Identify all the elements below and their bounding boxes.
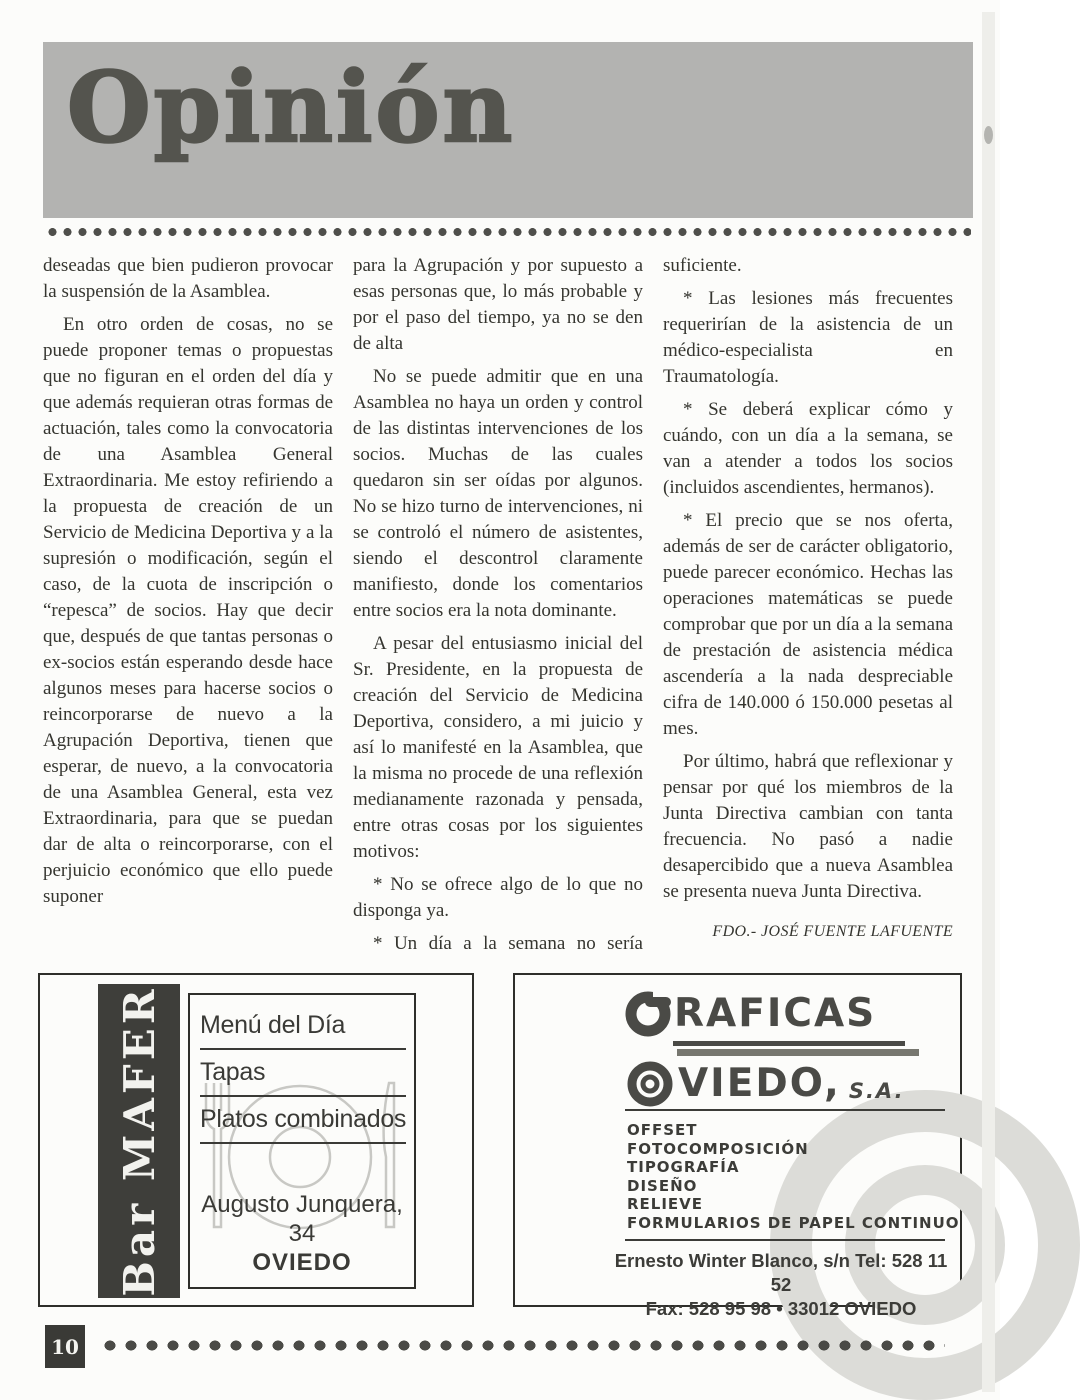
address-line: Augusto Junquera, 34 [201,1191,403,1247]
menu-item: Menú del Día [200,1009,406,1050]
logo-row-oviedo [625,1058,919,1110]
paragraph: * Las lesiones más frecuentes requerirían de la asistencia de un médico-especialista en Traumatología. [663,288,953,387]
page-title: Opinión [67,51,516,164]
paragraph: suficiente. [663,255,742,276]
paragraph: * No se ofrece algo de lo que no disponga ya. [353,874,643,921]
paragraph: * Se deberá explicar cómo y cuándo, con un día a la semana, se van a atender a todos los socios (incluidos ascendientes, hermanos). [663,399,953,498]
oviedo-o-icon [625,1058,675,1110]
logo-underline [677,1049,919,1056]
contact-line: Ernesto Winter Blanco, s/n Tel: 528 11 52 [614,1250,948,1295]
scan-edge-strip [982,12,995,1392]
dotted-divider-top [45,226,971,238]
bar-mafer-vertical-banner [98,984,180,1298]
article-column-2 [353,253,643,964]
brand-top-text: RAFICAS [674,990,877,1036]
paragraph: deseadas que bien pudieron provocar la suspensión de la Asamblea. [43,255,333,302]
logo-underline [673,1041,905,1046]
bar-mafer-name: Bar MAFER [114,985,164,1297]
dotted-divider-bottom [100,1338,945,1353]
bar-mafer-address [190,1190,414,1277]
address-city: OVIEDO [252,1249,352,1276]
paragraph: para la Agrupación y por supuesto a esas personas que, lo más probable y por el paso del tiempo, ya no se den de alta [353,255,643,354]
menu-item: Tapas [200,1056,406,1097]
graficas-contact [613,1249,949,1321]
paragraph: En otro orden de cosas, no se puede proponer temas o propuestas que no figuran en el orden del día y que además requieran otras formas de actuación, tales como la convocatoria de una Asamblea General Extraordinaria. Me estoy refiriendo a la propuesta de creación de un Servicio de Medicina Deportiva y a la supresión o modificación, según el caso, de la cuota de inscripción o “repesca” de socios. Hay que decir que, después de que tantas personas o ex-socios están esperando desde hace algunos meses para hacerse socios o reincorporarse de nuevo a la Agrupación Deportiva, tienen que esperar, de nuevo, a la convocatoria de una Asamblea General, esta vez Extraordinaria, para que se puedan dar de alta o reincorporarse, con el perjuicio económico que ello puede suponer [43,314,333,907]
bar-mafer-menu-box [188,993,416,1289]
divider-line [625,1109,945,1111]
service-item: FORMULARIOS DE PAPEL CONTINUO [627,1213,960,1232]
article-signature: FDO.- JOSÉ FUENTE LAFUENTE [712,923,953,940]
divider-line [625,1239,945,1241]
brand-bottom-text: VIEDO, [678,1060,841,1106]
paragraph: No se puede admitir que en una Asamblea no haya un orden y control de las distintas intervenciones de los socios. Muchas de las cuales quedaron sin ser oídas por algunos. No se hizo turno de intervenciones, ni se controló el número de asistentes, siendo el descontrol claramente manifiesto, donde los comentarios entre socios era la nota dominante. [353,366,643,621]
graficas-g-icon [625,989,671,1039]
paragraph: Por último, habrá que reflexionar y pensar por qué los miembros de la Junta Directiva cambian con tanta frecuencia. No pasó a nadie desapercibido que a nueva Asamblea se presenta nueva Junta Directiva. [663,751,953,902]
graficas-oviedo-logo [625,989,919,1110]
page-number-badge: 10 [45,1325,85,1368]
ad-bar-mafer [38,973,474,1307]
brand-suffix-text: S.A. [848,1079,905,1103]
paragraph: * Un día a la semana no sería [373,933,643,954]
paragraph: A pesar del entusiasmo inicial del Sr. Presidente, en la propuesta de creación del Servicio de Medicina Deportiva, considero, a mi juicio y así lo manifesté en la Asamblea, que la misma no procede de una reflexión medianamente razonada y pensada, entre otras cosas por los siguientes motivos: [353,633,643,862]
contact-line: Fax: 528 95 98 • 33012 OVIEDO [645,1298,917,1319]
article-column-1 [43,253,333,917]
menu-item: Platos combinados [200,1103,406,1144]
article-column-3 [663,253,953,945]
section-banner [43,42,973,218]
menu-list [200,1009,406,1150]
service-item: DISEÑO [627,1176,698,1195]
service-item: RELIEVE [627,1195,704,1213]
logo-row-graficas [625,989,919,1039]
service-item: FOTOCOMPOSICIÓN [627,1139,809,1158]
services-list [627,1121,960,1232]
service-item: OFFSET [627,1121,698,1139]
service-item: TIPOGRAFÍA [627,1158,740,1176]
paragraph: * El precio que se nos oferta, además de ser de carácter obligatorio, puede parecer económico. Hechas las operaciones matemáticas se puede comprobar que por un día a la semana de prestación de asistencia médica ascendería a la nada despreciable cifra de 140.000 ó 150.000 pesetas al mes. [663,510,953,739]
scan-edge-mark [984,126,993,144]
ad-graficas-oviedo [513,973,962,1319]
